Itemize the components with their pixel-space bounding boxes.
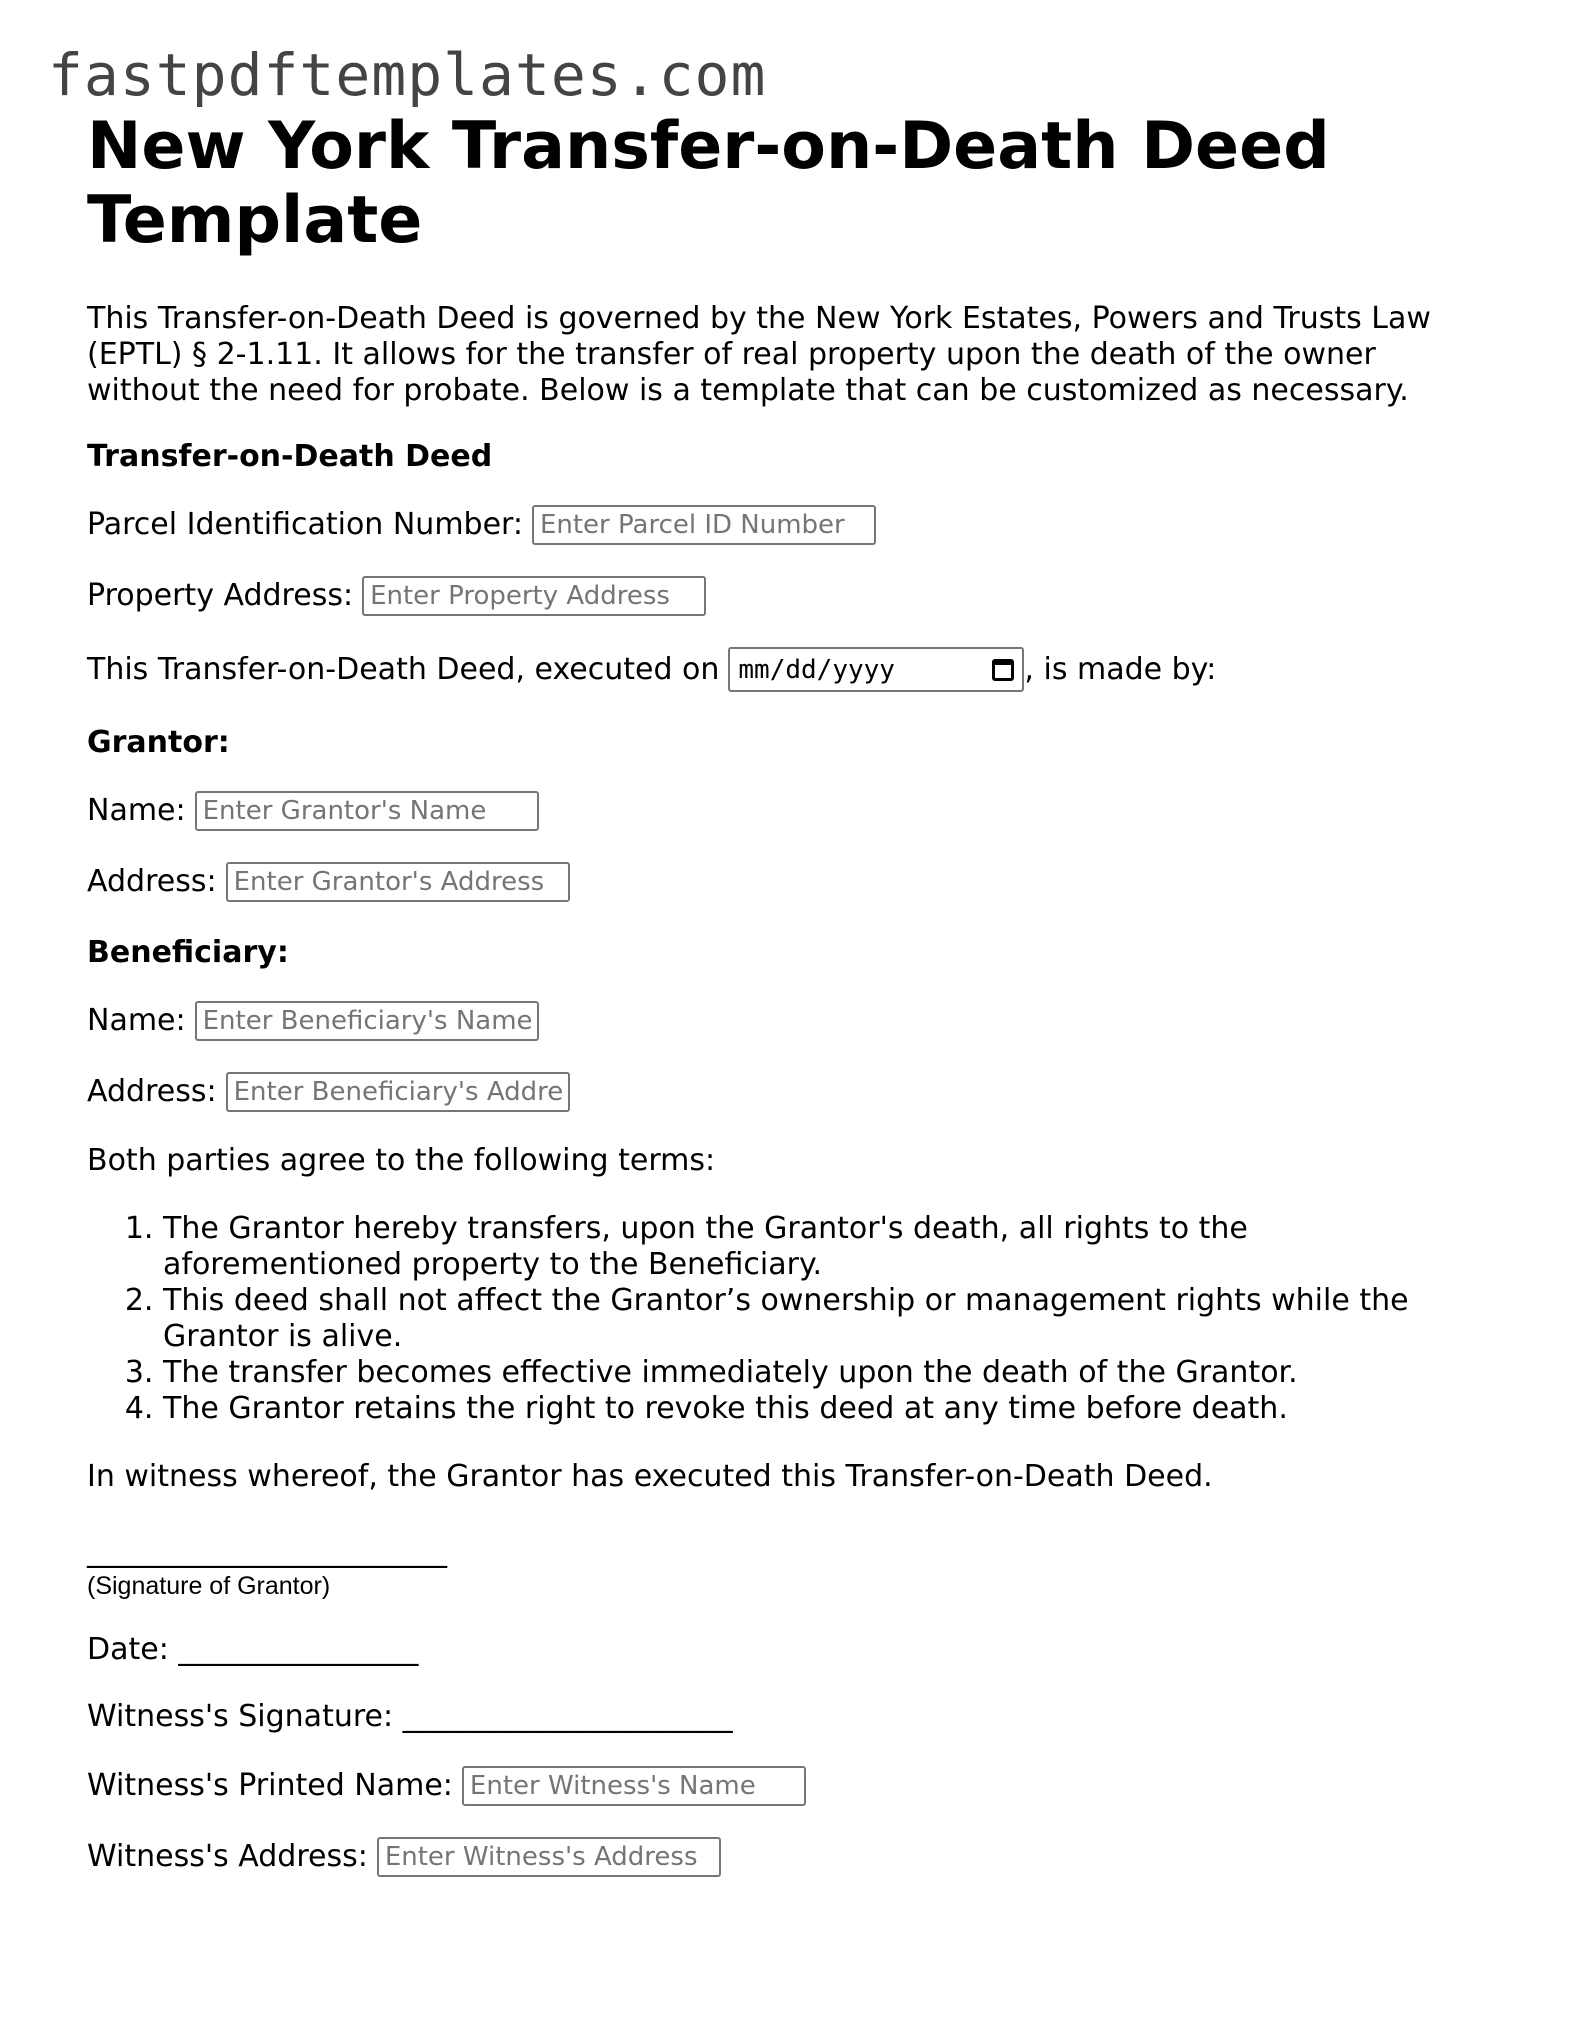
grantor-name-row (87, 791, 1487, 831)
parcel-id-input[interactable] (532, 505, 876, 545)
property-address-input[interactable] (362, 576, 706, 616)
term-item: 1. The Grantor hereby transfers, upon the Grantor's death, all rights to the aforementioned property to the Beneficiary. (163, 1211, 1487, 1283)
executed-prefix: This Transfer-on-Death Deed, executed on (87, 651, 720, 687)
date-line: Date: ________________ (87, 1632, 419, 1667)
witness-address-row (87, 1837, 1487, 1877)
parcel-row (87, 505, 1487, 545)
grantor-address-row (87, 862, 1487, 902)
execution-date-input[interactable] (728, 647, 1024, 692)
watermark: fastpdftemplates.com (48, 41, 767, 109)
section-title: Transfer-on-Death Deed (87, 439, 493, 474)
grantor-signature-line: ________________________ (87, 1534, 447, 1569)
terms-intro: Both parties agree to the following terms: (87, 1143, 716, 1178)
beneficiary-address-label: Address: (87, 1074, 217, 1109)
date-placeholder: mm/dd/yyyy (738, 654, 895, 685)
grantor-address-input[interactable] (226, 862, 570, 902)
beneficiary-name-label: Name: (87, 1003, 186, 1038)
beneficiary-name-row (87, 1001, 1487, 1041)
deed-document (87, 110, 1487, 1877)
beneficiary-heading: Beneficiary: (87, 935, 289, 970)
witness-statement: In witness whereof, the Grantor has executed this Transfer-on-Death Deed. (87, 1459, 1213, 1494)
witness-address-input[interactable] (377, 1837, 721, 1877)
term-item: 4. The Grantor retains the right to revoke this deed at any time before death. (163, 1391, 1487, 1427)
grantor-heading: Grantor: (87, 725, 230, 760)
calendar-icon[interactable] (992, 659, 1014, 681)
signature-caption: (Signature of Grantor) (87, 1572, 331, 1600)
beneficiary-address-row (87, 1072, 1487, 1112)
property-row (87, 576, 1487, 616)
parcel-label: Parcel Identification Number: (87, 507, 523, 542)
grantor-address-label: Address: (87, 864, 217, 899)
intro-paragraph: This Transfer-on-Death Deed is governed by the New York Estates, Powers and Trusts Law (EPTL) § 2-1.11. It allows for the transfer of real property upon the death of the owner without the need for probate. Below is a template that can be customized as necessary. (87, 301, 1431, 408)
grantor-name-label: Name: (87, 793, 186, 828)
witness-name-label: Witness's Printed Name: (87, 1768, 453, 1803)
witness-signature-line: Witness's Signature: ______________________ (87, 1699, 733, 1734)
page-title: New York Transfer-on-Death Deed Template (87, 109, 1330, 258)
term-item: 2. This deed shall not affect the Grantor’s ownership or management rights while the Grantor is alive. (163, 1283, 1487, 1355)
executed-suffix: , is made by: (1024, 651, 1217, 687)
executed-row (87, 647, 1487, 692)
beneficiary-name-input[interactable] (195, 1001, 539, 1041)
witness-address-label: Witness's Address: (87, 1839, 368, 1874)
property-label: Property Address: (87, 578, 354, 613)
grantor-name-input[interactable] (195, 791, 539, 831)
beneficiary-address-input[interactable] (226, 1072, 570, 1112)
term-item: 3. The transfer becomes effective immediately upon the death of the Grantor. (163, 1355, 1487, 1391)
witness-name-row (87, 1766, 1487, 1806)
terms-list (87, 1211, 1487, 1427)
witness-name-input[interactable] (462, 1766, 806, 1806)
